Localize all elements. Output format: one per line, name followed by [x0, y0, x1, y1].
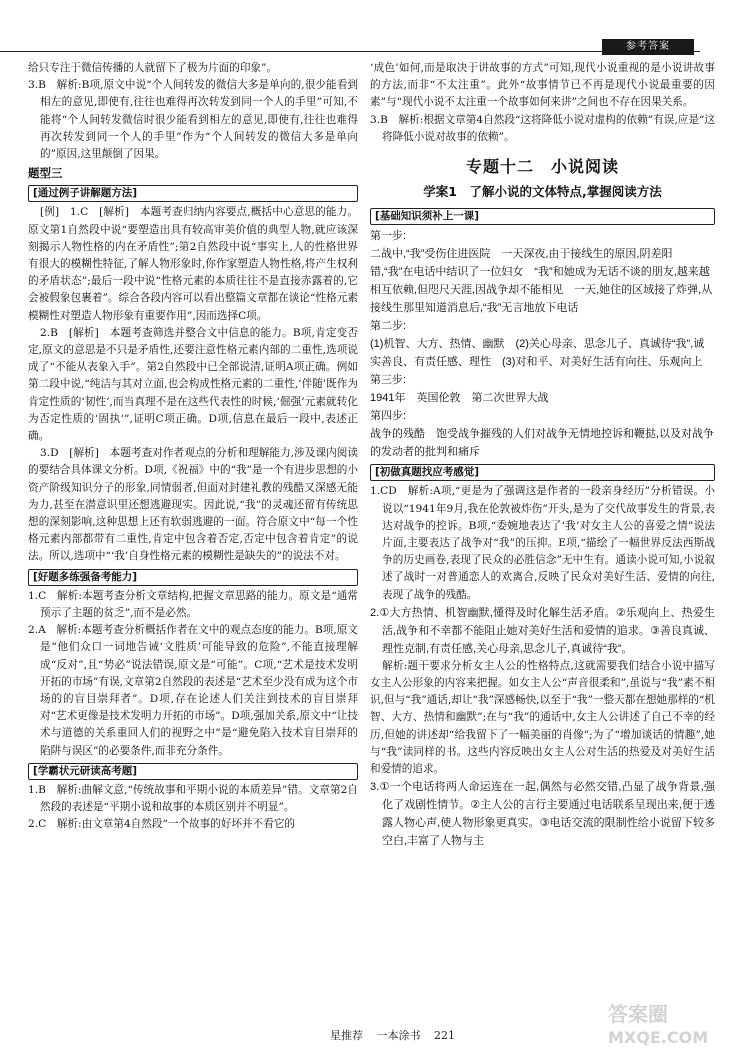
- right-p4: 解析:题干要求分析女主人公的性格特点,这就需要我们结合小说中描写女主人公形象的内容来把握。如女主人公“声音很柔和”,虽说与“我”素不相识,但与“我”通话,却让“我”深感畅快,以至于“我”一整天都在想她那样的“机智、大方、热情和幽默”;在与“我”的通话中,女主人公讲述了自己不幸的经历,但她的讲述却“给我留下了一幅美丽的肖像”;为了“增加谈话的情趣”,她与“我”读同样的书。这些内容反映出女主人公对生活的热爱及对美好生活和爱情的追求。: [370, 659, 715, 776]
- watermark-line-1: 答案圈: [608, 1002, 668, 1026]
- section-bar-5: [初做真题找应考感觉]: [370, 464, 715, 481]
- left-p1: 3.B 解析:B项,原文中说“个人间转发的微信大多是单向的,很少能看到相左的意见,即使有,往往也难得再次转发到同一个人的手里”可知,不能将“个人间转发微信时很少能看到相左的意见,即使有,往往也难得再次转发到同一个人的手里”作为“个人间转发的微信大多是单向的”原因,这里颠倒了因果。: [28, 79, 358, 161]
- section-bar-3: [学霸状元研读高考题]: [28, 763, 358, 780]
- left-column: [28, 60, 358, 833]
- step-4-label: 第四步:: [370, 410, 407, 423]
- step-1-label: 第一步:: [370, 230, 407, 243]
- lesson-title: 学案1 了解小说的文体特点,掌握阅读方法: [423, 184, 662, 200]
- right-p2: 1.CD 解析:A项,“更是为了强调这是作者的一段亲身经历”分析错误。小说以“1941年9月,我在伦敦被炸伤”开头,是为了交代故事发生的背景,表达对战争的控诉。B项,“委婉地表达了‘我’对女主人公的喜爱之情”说法片面,主要表达了战争对“我”的压抑。E项,“描绘了一幅世界反法西斯战争的历史画卷,表现了民众的必胜信念”无中生有。通读小说可知,小说叙述了战时一对普通恋人的欢离合,反映了民众对美好生活、爱情的向往,表现了战争的残酷。: [370, 485, 715, 601]
- step-3-label: 第三步:: [370, 374, 407, 387]
- header-tab: 参考答案: [602, 39, 694, 55]
- right-p5: 3.①一个电话将两人命运连在一起,偶然与必然交错,凸显了战争背景,强化了戏剧性情节。②主人公的言行主要通过电话联系呈现出来,便于透露人物心声,使人物形象更真实。③电话交流的限制性给小说留下较多空白,丰富了人物与主: [370, 781, 715, 848]
- section-bar-1: [通过例子讲解题方法]: [28, 185, 358, 202]
- step-1-content: 二战中,“我”受伤住进医院 一天深夜,由于接线生的原因,阴差阳错,“我”在电话中结识了一位妇女 “我”和她成为无话不谈的朋友,越来越相互依赖,但咫尺天涯,因战争却不能相见 一天,她住的区域接了炸弹,从接线生那里知道消息后,“我”无言地放下电话: [370, 248, 713, 315]
- watermark-line-2: MXQE.COM: [608, 1028, 709, 1047]
- right-p0: ‘成色’如何,而是取决于讲故事的方式”可知,现代小说重视的是小说讲故事的方法,而非“不太注重”。此外“故事情节已不再是现代小说最重要的因素”与“现代小说不太注重一个故事如何来讲”之间也不存在因果关系。: [370, 62, 715, 109]
- section-bar-4: [基础知识须补上一课]: [370, 208, 715, 225]
- topic-title: 专题十二 小说阅读: [465, 157, 619, 177]
- section-bar-2: [好题多练强备考能力]: [28, 569, 358, 586]
- left-p2: [例] 1.C [解析] 本题考查归纳内容要点,概括中心意思的能力。原文第1自然段中说“要塑造出具有较高审美价值的典型人物,就应该深刻揭示人物性格的内在矛盾性”;第2自然段中说“事实上,人的性格世界有很大的模糊性特征,了解人物形象时,你作家塑造人物性格,将产生权利的矛盾状态”;最后一段中说“性格元素的本质往往不是直接赤露着的,它会被假象包裹着”。综合各段内容可以看出整篇文章都在谈论“性格元素模糊性对塑造人物形象有重要作用”,因而选择C项。: [28, 206, 358, 322]
- left-p4: 3.D [解析] 本题考查对作者观点的分析和理解能力,涉及课内阅读的要结合具体课文分析。D项,《祝福》中的“我”是一个有进步思想的小资产阶级知识分子的形象,同情弱者,但面对封建礼教的残酷又深感无能为力,甚至在潜意识里还想逃避现实。因此说,“我”的灵魂还留有传统思想的深刻影响,这种思想上还有软弱逃避的一面。符合原文中“每一个性格元素内部都带有二重性,肯定中包含着否定,否定中包含着肯定”的说法。所以,选项中“‘我’自身性格元素的模糊性是缺失的”的说法不对。: [28, 447, 358, 563]
- right-column: [370, 60, 715, 850]
- left-p5: 1.C 解析:本题考查分析文章结构,把握文章思路的能力。原文是“通常预示了主题的贫乏”,而不是必然。: [28, 589, 358, 619]
- page-number: 221: [434, 1029, 455, 1042]
- watermark-logo: [608, 1002, 728, 1052]
- step-2-label: 第二步:: [370, 320, 407, 333]
- left-p3: 2.B [解析] 本题考查筛选并整合文中信息的能力。B项,肯定变否定,原文的意思是不只是矛盾性,还要注意性格元素内部的二重性,选项说成了“不能从表象入手”。第2自然段中已全部说清,证明A项正确。例如第二段中说,“纯洁与其对立面,也会构成性格元素的二重性,‘伴随’既作为肯定性质的‘韧性’,而当真理不是在这些代表性的时候,‘倔强’元素就转化为否定性质的‘固执’”,证明C项正确。D项,信息在最后一段中,表述正确。: [28, 326, 358, 443]
- header-rule: [0, 51, 700, 52]
- left-p0: 给只专注于微信传播的人就留下了极为片面的印象”。: [28, 62, 278, 74]
- left-p8: 2.C 解析:由文章第4自然段“一个故事的好坏并不看它的: [28, 818, 295, 831]
- footer-brand: 星推荐: [330, 1029, 363, 1042]
- right-p3: 2.①大方热情、机智幽默,懂得及时化解生活矛盾。②乐观向上、热爱生活,战争和不幸都不能阻止她对美好生活和爱情的追求。③善良真诚、理性克制,有责任感,关心母亲,思念儿子,真诚待“我”。: [370, 606, 715, 655]
- left-p6: 2.A 解析:本题考查分析概括作者在文中的观点态度的能力。B项,原文是“他们众口一词地告诫‘文胜质’可能导致的危险”,不能直接理解成“反对”,且“势必”说法错误,原文是“可能”。C项,“艺术是技术发明开拓的市场”有误,文章第2自然段的表述是“艺术至少没有成为这个市场的的盲目崇拜者”。D项,存在论述人们关注到技术的盲目崇拜对“艺术更像是技术发明力开拓的市场”。D项,强加关系,原文中“让技术与道德的关系重回人们的视野之中”是“避免陷入技术盲目崇拜的陷阱与误区”的必要条件,而非充分条件。: [28, 624, 358, 757]
- right-p1: 3.B 解析:根据文章第4自然段“这将降低小说对虚构的依赖”有误,应是“这将降低小说对故事的依赖”。: [370, 113, 715, 143]
- step-4-content: 战争的残酷 饱受战争摧残的人们对战争无情地控诉和鞭挞,以及对战争的发动者的批判和痛斥: [370, 428, 715, 459]
- step-2-content: (1)机智、大方、热情、幽默 (2)关心母亲、思念儿子、真诚待“我”,诚实善良、有责任感、理性 (3)对和平、对美好生活有向往、乐观向上: [370, 338, 705, 369]
- left-p7: 1.B 解析:曲解文意,“传统故事和平期小说的本质差异”错。文章第2自然段的表述是“平期小说和故事的本质区别并不明显”。: [28, 783, 358, 813]
- page-footer: [330, 1027, 465, 1043]
- section-title: 题型三: [28, 166, 63, 181]
- footer-series: 一本涂书: [376, 1029, 421, 1042]
- step-3-content: 1941年 英国伦敦 第二次世界大战: [370, 392, 549, 405]
